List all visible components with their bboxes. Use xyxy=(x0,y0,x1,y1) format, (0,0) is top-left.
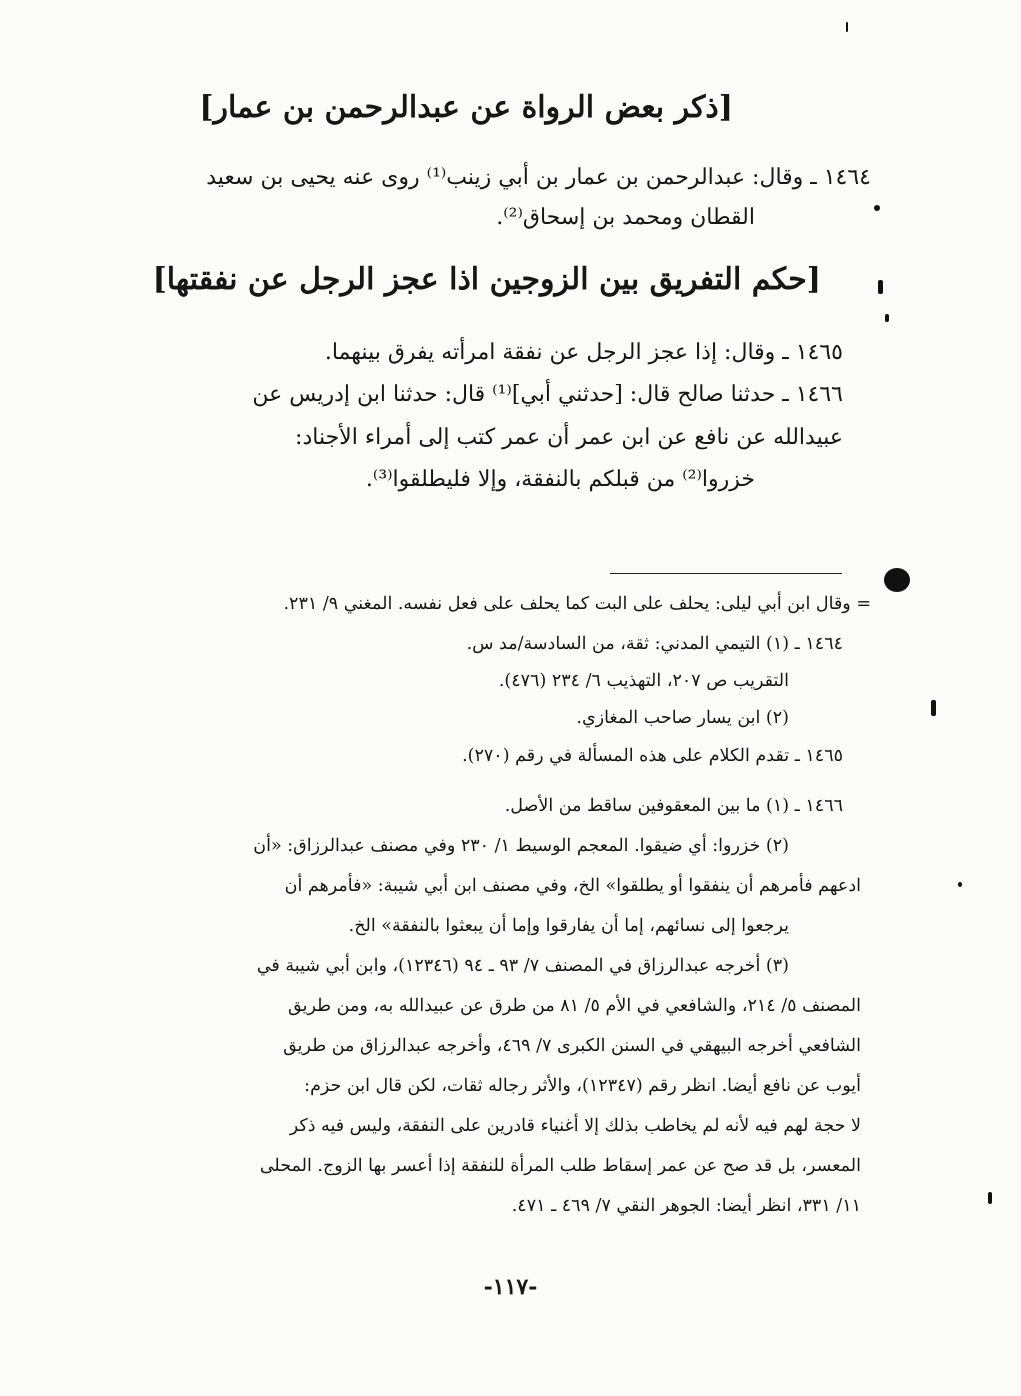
footnote-line: ١٤٦٤ ـ (١) التيمي المدني: ثقة، من السادسة/مد س. xyxy=(466,634,843,654)
section-heading-separation-ruling: [حكم التفريق بين الزوجين اذا عجز الرجل عن نفقتها] xyxy=(152,262,821,297)
footnote-line: (٢) ابن يسار صاحب المغازي. xyxy=(576,708,789,728)
paragraph-1465: ١٤٦٥ ـ وقال: إذا عجز الرجل عن نفقة امرأته يفرق بينهما. xyxy=(324,340,843,365)
paragraph-1466-line-2: عبيدالله عن نافع عن ابن عمر أن عمر كتب إلى أمراء الأجناد: xyxy=(295,425,843,450)
margin-speck xyxy=(931,700,936,716)
paragraph-1466-line-1: ١٤٦٦ ـ حدثنا صالح قال: [حدثني أبي]⁽¹⁾ قال: حدثنا ابن إدريس عن xyxy=(252,382,843,407)
page-number: -١١٧- xyxy=(483,1274,538,1300)
footnote-line: ١٤٦٥ ـ تقدم الكلام على هذه المسألة في رقم (٢٧٠). xyxy=(462,746,843,766)
paragraph-1466-line-3: خزروا⁽²⁾ من قبلكم بالنفقة، وإلا فليطلقوا⁽³⁾. xyxy=(365,467,755,492)
footnote-line: أيوب عن نافع أيضا. انظر رقم (١٢٣٤٧)، والأثر رجاله ثقات، لكن قال ابن حزم: xyxy=(304,1076,861,1096)
margin-speck xyxy=(988,1192,992,1204)
footnote-separator xyxy=(610,573,842,574)
footnote-line: المصنف ٥/ ٢١٤، والشافعي في الأم ٥/ ٨١ من طرق عن عبيدالله به، ومن طريق xyxy=(288,996,861,1016)
footnote-line: ١١/ ٣٣١، انظر أيضا: الجوهر النقي ٧/ ٤٦٩ ـ ٤٧١. xyxy=(511,1196,861,1216)
margin-speck xyxy=(885,314,889,322)
ink-blot-mark xyxy=(884,568,910,592)
footnote-line: ادعهم فأمرهم أن ينفقوا أو يطلقوا» الخ، وفي مصنف ابن أبي شيبة: «فأمرهم أن xyxy=(284,876,861,896)
footnote-line: (٣) أخرجه عبدالرزاق في المصنف ٧/ ٩٣ ـ ٩٤ (١٢٣٤٦)، وابن أبي شيبة في xyxy=(256,956,789,976)
margin-speck xyxy=(846,22,848,32)
footnote-line: الشافعي أخرجه البيهقي في السنن الكبرى ٧/ ٤٦٩، وأخرجه عبدالرزاق من طريق xyxy=(283,1036,861,1056)
footnote-line: يرجعوا إلى نسائهم، إما أن يفارقوا وإما أن يبعثوا بالنفقة» الخ. xyxy=(348,916,789,936)
section-heading-narrators: [ذكر بعض الرواة عن عبدالرحمن بن عمار] xyxy=(199,90,733,125)
margin-speck xyxy=(878,280,883,294)
margin-speck xyxy=(874,205,880,211)
margin-speck xyxy=(958,882,962,887)
paragraph-1464-line-2: القطان ومحمد بن إسحاق⁽²⁾. xyxy=(496,205,755,230)
footnote-line: التقريب ص ٢٠٧، التهذيب ٦/ ٢٣٤ (٤٧٦). xyxy=(498,671,789,691)
footnote-line: = وقال ابن أبي ليلى: يحلف على البت كما يحلف على فعل نفسه. المغني ٩/ ٢٣١. xyxy=(283,594,871,614)
paragraph-1464-line-1: ١٤٦٤ ـ وقال: عبدالرحمن بن عمار بن أبي زينب⁽¹⁾ روى عنه يحيى بن سعيد xyxy=(206,165,871,190)
footnote-line: (٢) خزروا: أي ضيقوا. المعجم الوسيط ١/ ٢٣٠ وفي مصنف عبدالرزاق: «أن xyxy=(253,836,789,856)
footnote-line: لا حجة لهم فيه لأنه لم يخاطب بذلك إلا أغنياء قادرين على النفقة، وليس فيه ذكر xyxy=(289,1116,861,1136)
footnote-line: المعسر، بل قد صح عن عمر إسقاط طلب المرأة للنفقة إذا أعسر بها الزوج. المحلى xyxy=(259,1156,861,1176)
footnote-line: ١٤٦٦ ـ (١) ما بين المعقوفين ساقط من الأصل. xyxy=(504,796,843,816)
